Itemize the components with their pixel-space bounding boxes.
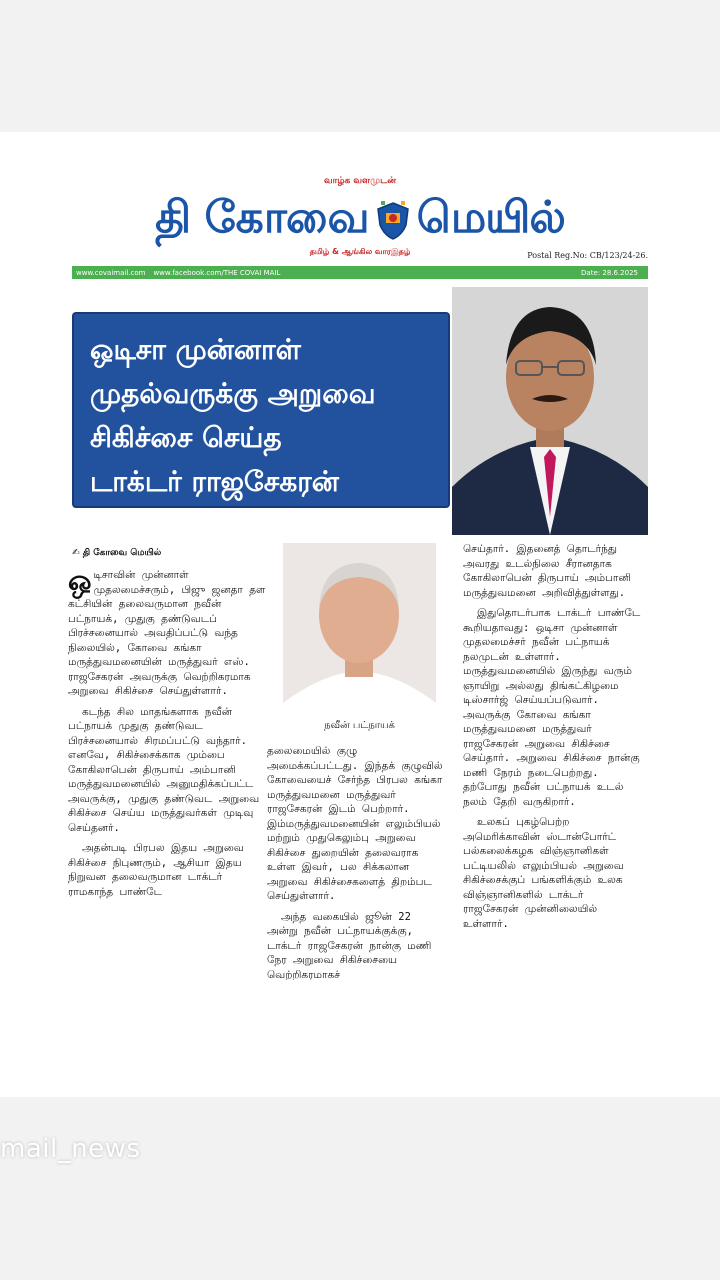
article-paragraph: அதன்படி பிரபல இதய அறுவை சிகிச்சை நிபுணரும், ஆசியா இதய நிறுவன தலைவருமான டாக்டர் ராமகாந்த பாண்டே: [68, 842, 244, 898]
article-paragraph: செய்தார். இதனைத் தொடர்ந்து அவரது உடல்நிலை சீரானதாக கோகிலாபென் திருபாய் அம்பானி மருத்துவமனை அறிவித்துள்ளது.: [463, 543, 631, 599]
bottom-margin: [0, 1097, 720, 1280]
article-column-2: [267, 744, 447, 988]
byline: ✍ தி கோவை மெயில்: [72, 548, 162, 558]
issue-date: Date: 28.6.2025: [581, 268, 638, 277]
masthead-title-right: மெயில்: [416, 191, 565, 243]
article-paragraph: ஒடிசாவின் முன்னாள் முதலமைச்சரும், பிஜு ஜனதா தள கட்சியின் தலைவருமான நவீன் பட்நாயக், முதுகு தண்டுவடப் பிரச்சனையால் அவதிப்பட்டு வந்த நிலையில், கோவை கங்கா மருத்துவமனையின் மருத்துவர் எஸ். ராஜசேகரன் அவருக்கு வெற்றிகரமாக அறுவை சிகிச்சை செய்துள்ளார்.: [68, 564, 266, 697]
headline-line: சிகிச்சை செய்த: [90, 421, 282, 454]
article-column-1: [68, 564, 266, 905]
postal-registration: Postal Reg.No: CB/123/24-26.: [527, 251, 648, 260]
article-paragraph: கடந்த சில மாதங்களாக நவீன் பட்நாயக் முதுகு தண்டுவட பிரச்சனையால் சிரமப்பட்டு வந்தார். எனவே, சிகிச்சைக்காக மும்பை கோகிலாபென் திருபாய் அம்பானி மருத்துவமனையில் அனுமதிக்கப்பட்ட அவருக்கு, முதுகு தண்டுவட அறுவை சிகிச்சை செய்ய மருத்துவர்கள் முடிவு செய்தனர்.: [68, 705, 260, 834]
watermark-text: mail_news: [0, 1134, 141, 1164]
masthead-tagline: வாழ்க வளமுடன்: [323, 176, 397, 186]
photo-caption: நவீன் பட்நாயக்: [324, 720, 395, 731]
info-bar: [72, 266, 648, 279]
doctor-portrait-photo: [452, 287, 648, 535]
masthead-title-left: தி கோவை: [155, 191, 369, 243]
website-link[interactable]: www.covaimail.com: [76, 268, 146, 277]
masthead: [120, 190, 600, 250]
byline-text: தி கோவை மெயில்: [82, 548, 162, 558]
top-margin: [0, 0, 720, 132]
facebook-link[interactable]: www.facebook.com/THE COVAI MAIL: [153, 268, 281, 277]
article-column-3: [463, 542, 643, 937]
headline-line: முதல்வருக்கு அறுவை: [90, 377, 376, 410]
article-paragraph: இதுதொடர்பாக டாக்டர் பாண்டே கூறியதாவது: ஒடிசா முன்னாள் முதலமைச்சர் நவீன் பட்நாயக் நலமுடன் உள்ளார். மருத்துவமனையில் இருந்து வரும் ஞாயிறு அல்லது திங்கட்கிழமை டிஸ்சார்ஜ் செய்யப்படுவார். அவருக்கு கோவை கங்கா மருத்துவமனை மருத்துவர் ராஜசேகரன் அறுவை சிகிச்சை செய்தார். அறுவை சிகிச்சை நான்கு மணி நேரம் நடைபெற்றது. தற்போது நவீன் பட்நாயக் உடல் நலம் தேறி வருகிறார்.: [463, 607, 641, 808]
article-paragraph: உலகப் புகழ்பெற்ற அமெரிக்காவின் ஸ்டான்போர்ட் பல்கலைக்கழக விஞ்ஞானிகள் பட்டியலில் எலும்பியல் அறுவை சிகிச்சைக்குப் பங்களிக்கும் உலக விஞ்ஞானிகளில் டாக்டர் ராஜசேகரன் முன்னிலையில் உள்ளார்.: [463, 816, 624, 930]
headline-line: டாக்டர் ராஜசேகரன்: [90, 465, 339, 498]
masthead-logo-icon: [372, 199, 414, 241]
newspaper-page: [0, 132, 720, 1097]
article-paragraph: தலைமையில் குழு அமைக்கப்பட்டது. இந்தக் குழுவில் கோவையைச் சேர்ந்த பிரபல கங்கா மருத்துவமனை மருத்துவர் ராஜசேகரன் இடம் பெற்றார். இம்மருத்துவமனையின் எலும்பியல் மற்றும் முதுகெலும்பு அறுவை சிகிச்சை துறையின் தலைவராக உள்ள இவர், பல சிக்கலான அறுவை சிகிச்சைகளைத் திறம்பட செய்துள்ளார்.: [267, 745, 443, 902]
headline-box: [72, 312, 450, 508]
headline-line: ஒடிசா முன்னாள்: [90, 333, 301, 366]
drop-cap: ஒ: [68, 564, 92, 597]
article-paragraph: அந்த வகையில் ஜூன் 22 அன்று நவீன் பட்நாயக்குக்கு, டாக்டர் ராஜசேகரன் நான்கு மணி நேர அறுவை சிகிச்சையை வெற்றிகரமாகச்: [267, 910, 432, 981]
naveen-patnaik-photo: [283, 543, 436, 736]
masthead-subtitle: தமிழ் & ஆங்கில வாரஇதழ்: [309, 247, 411, 256]
